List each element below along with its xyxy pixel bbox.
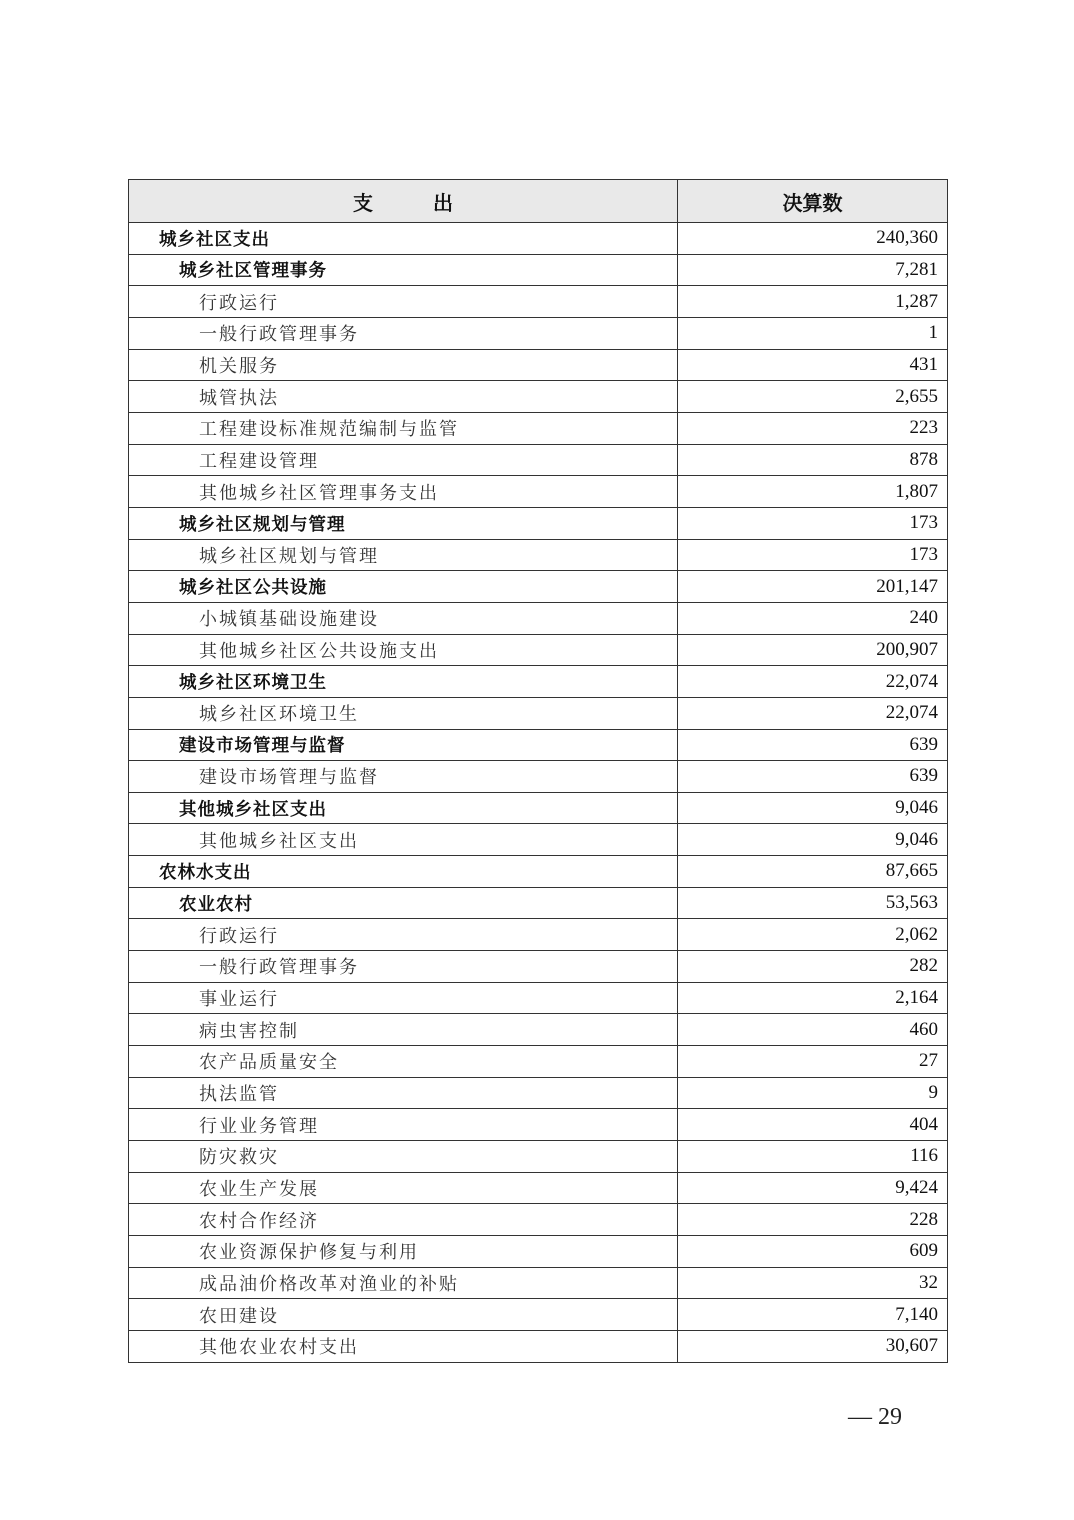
table-row [129, 539, 948, 571]
table-row [129, 729, 948, 761]
table-row [129, 602, 948, 634]
item-amount: 30,607 [678, 1330, 948, 1362]
item-amount: 639 [678, 761, 948, 793]
table-row [129, 476, 948, 508]
item-amount: 116 [678, 1141, 948, 1173]
item-name: 农田建设 [129, 1299, 678, 1331]
table-row [129, 1236, 948, 1268]
header-expenditure: 支 出 [129, 180, 678, 223]
item-name: 城乡社区环境卫生 [129, 666, 678, 698]
item-amount: 1,807 [678, 476, 948, 508]
item-name: 防灾救灾 [129, 1141, 678, 1173]
item-amount: 2,164 [678, 982, 948, 1014]
item-amount: 639 [678, 729, 948, 761]
item-name: 农业资源保护修复与利用 [129, 1236, 678, 1268]
table-row [129, 223, 948, 255]
item-amount: 404 [678, 1109, 948, 1141]
item-name: 其他城乡社区管理事务支出 [129, 476, 678, 508]
item-amount: 2,062 [678, 919, 948, 951]
item-amount: 460 [678, 1014, 948, 1046]
item-amount: 87,665 [678, 856, 948, 888]
item-name: 病虫害控制 [129, 1014, 678, 1046]
item-name: 行政运行 [129, 286, 678, 318]
item-amount: 240 [678, 602, 948, 634]
item-amount: 7,140 [678, 1299, 948, 1331]
item-name: 工程建设标准规范编制与监管 [129, 412, 678, 444]
item-name: 农业农村 [129, 887, 678, 919]
item-name: 事业运行 [129, 982, 678, 1014]
item-name: 建设市场管理与监督 [129, 729, 678, 761]
item-name: 小城镇基础设施建设 [129, 602, 678, 634]
table-row [129, 856, 948, 888]
item-name: 城乡社区公共设施 [129, 571, 678, 603]
item-amount: 223 [678, 412, 948, 444]
item-amount: 878 [678, 444, 948, 476]
item-amount: 609 [678, 1236, 948, 1268]
item-amount: 9,046 [678, 792, 948, 824]
table-row [129, 1077, 948, 1109]
table-row [129, 349, 948, 381]
item-amount: 27 [678, 1046, 948, 1078]
item-name: 农林水支出 [129, 856, 678, 888]
table-header-row [129, 180, 948, 223]
table-row [129, 1014, 948, 1046]
table-row [129, 951, 948, 983]
table-row [129, 792, 948, 824]
item-name: 执法监管 [129, 1077, 678, 1109]
item-amount: 9,046 [678, 824, 948, 856]
table-row [129, 1267, 948, 1299]
table-row [129, 317, 948, 349]
item-name: 机关服务 [129, 349, 678, 381]
table-row [129, 1330, 948, 1362]
item-name: 其他农业农村支出 [129, 1330, 678, 1362]
item-name: 一般行政管理事务 [129, 317, 678, 349]
item-name: 行业业务管理 [129, 1109, 678, 1141]
table-row [129, 982, 948, 1014]
table-row [129, 1172, 948, 1204]
item-name: 农产品质量安全 [129, 1046, 678, 1078]
table-row [129, 381, 948, 413]
table-row [129, 824, 948, 856]
item-name: 其他城乡社区公共设施支出 [129, 634, 678, 666]
table-row [129, 254, 948, 286]
item-name: 行政运行 [129, 919, 678, 951]
item-name: 工程建设管理 [129, 444, 678, 476]
item-name: 城管执法 [129, 381, 678, 413]
item-amount: 282 [678, 951, 948, 983]
item-amount: 228 [678, 1204, 948, 1236]
item-amount: 53,563 [678, 887, 948, 919]
table-row [129, 666, 948, 698]
header-final-amount: 决算数 [678, 180, 948, 223]
table-row [129, 697, 948, 729]
item-name: 其他城乡社区支出 [129, 824, 678, 856]
table-row [129, 1109, 948, 1141]
item-name: 城乡社区规划与管理 [129, 507, 678, 539]
item-name: 成品油价格改革对渔业的补贴 [129, 1267, 678, 1299]
table-row [129, 887, 948, 919]
table-row [129, 634, 948, 666]
expenditure-table [128, 179, 948, 1363]
table-row [129, 1141, 948, 1173]
item-name: 城乡社区管理事务 [129, 254, 678, 286]
item-name: 农业生产发展 [129, 1172, 678, 1204]
table-row [129, 286, 948, 318]
item-name: 建设市场管理与监督 [129, 761, 678, 793]
table-row [129, 919, 948, 951]
page-number: — 29 [848, 1404, 902, 1430]
item-name: 城乡社区支出 [129, 223, 678, 255]
item-amount: 1 [678, 317, 948, 349]
table-row [129, 412, 948, 444]
item-amount: 200,907 [678, 634, 948, 666]
item-amount: 173 [678, 539, 948, 571]
item-amount: 7,281 [678, 254, 948, 286]
item-amount: 201,147 [678, 571, 948, 603]
item-name: 城乡社区规划与管理 [129, 539, 678, 571]
item-amount: 9 [678, 1077, 948, 1109]
table-row [129, 444, 948, 476]
table-row [129, 1046, 948, 1078]
item-amount: 431 [678, 349, 948, 381]
table-row [129, 1299, 948, 1331]
item-name: 其他城乡社区支出 [129, 792, 678, 824]
item-name: 城乡社区环境卫生 [129, 697, 678, 729]
item-name: 农村合作经济 [129, 1204, 678, 1236]
item-amount: 1,287 [678, 286, 948, 318]
table-row [129, 761, 948, 793]
item-amount: 173 [678, 507, 948, 539]
item-amount: 9,424 [678, 1172, 948, 1204]
item-amount: 240,360 [678, 223, 948, 255]
item-amount: 22,074 [678, 697, 948, 729]
item-amount: 22,074 [678, 666, 948, 698]
table-header [129, 180, 948, 223]
item-amount: 32 [678, 1267, 948, 1299]
table-row [129, 1204, 948, 1236]
table-row [129, 571, 948, 603]
item-amount: 2,655 [678, 381, 948, 413]
item-name: 一般行政管理事务 [129, 951, 678, 983]
table-body [129, 223, 948, 1363]
table-row [129, 507, 948, 539]
